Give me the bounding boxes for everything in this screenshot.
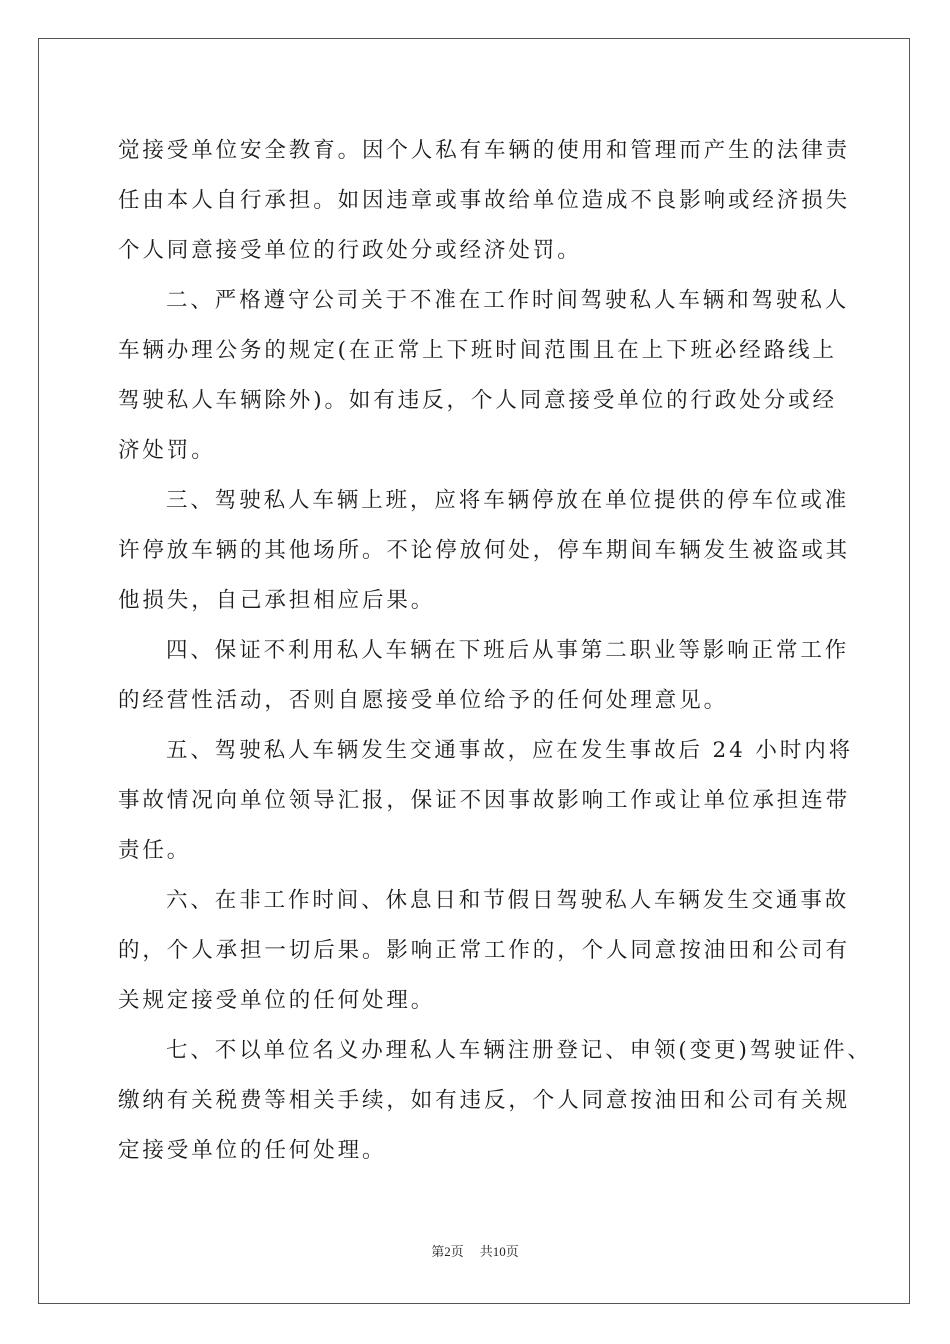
text-line: 许停放车辆的其他场所。不论停放何处，停车期间车辆发生被盗或其 <box>118 538 851 563</box>
document-body <box>118 126 872 1176</box>
text-line: 事故情况向单位领导汇报，保证不因事故影响工作或让单位承担连带 <box>118 788 851 813</box>
text-line: 责任。 <box>118 838 192 863</box>
text-line: 六、在非工作时间、休息日和节假日驾驶私人车辆发生交通事故 <box>166 888 850 913</box>
paragraph-item-6 <box>118 876 851 1026</box>
text-line: 四、保证不利用私人车辆在下班后从事第二职业等影响正常工作 <box>166 638 850 663</box>
paragraph-item-7 <box>118 1026 872 1176</box>
paragraph-item-3 <box>118 476 851 626</box>
paragraph-item-4 <box>118 626 850 726</box>
page-number-current: 第2页 <box>431 1244 464 1259</box>
page-footer <box>0 1241 950 1260</box>
page-number-total: 共10页 <box>479 1244 519 1259</box>
text-line: 车辆办理公务的规定(在正常上下班时间范围且在上下班必经路线上 <box>118 338 837 363</box>
text-line: 定接受单位的任何处理。 <box>118 1138 387 1163</box>
text-line: 缴纳有关税费等相关手续，如有违反，个人同意按油田和公司有关规 <box>118 1088 851 1113</box>
text-line: 五、驾驶私人车辆发生交通事故，应在发生事故后 24 小时内将 <box>166 738 854 763</box>
text-line: 三、驾驶私人车辆上班，应将车辆停放在单位提供的停车位或准 <box>166 488 850 513</box>
text-line: 关规定接受单位的任何处理。 <box>118 988 436 1013</box>
text-line: 他损失，自己承担相应后果。 <box>118 588 436 613</box>
text-line: 的经营性活动，否则自愿接受单位给予的任何处理意见。 <box>118 688 729 713</box>
text-line: 七、不以单位名义办理私人车辆注册登记、申领(变更)驾驶证件、 <box>166 1038 872 1063</box>
text-line: 任由本人自行承担。如因违章或事故给单位造成不良影响或经济损失 <box>118 188 851 213</box>
paragraph-item-5 <box>118 726 854 876</box>
paragraph-item-2 <box>118 276 850 476</box>
text-line: 觉接受单位安全教育。因个人私有车辆的使用和管理而产生的法律责 <box>118 138 851 163</box>
text-line: 的，个人承担一切后果。影响正常工作的，个人同意按油田和公司有 <box>118 938 851 963</box>
text-line: 二、严格遵守公司关于不准在工作时间驾驶私人车辆和驾驶私人 <box>166 288 850 313</box>
text-line: 驾驶私人车辆除外)。如有违反，个人同意接受单位的行政处分或经 <box>118 388 837 413</box>
text-line: 个人同意接受单位的行政处分或经济处罚。 <box>118 238 582 263</box>
paragraph-continuation <box>118 126 851 276</box>
text-line: 济处罚。 <box>118 438 216 463</box>
